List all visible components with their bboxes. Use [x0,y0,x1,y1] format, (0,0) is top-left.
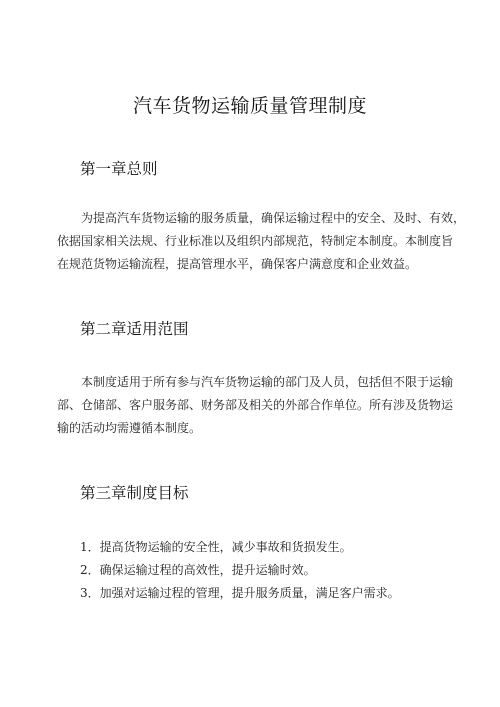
list-item: 1．提高货物运输的安全性，减少事故和货损发生。 [80,540,352,554]
paragraph-line: 部、仓储部、客户服务部、财务部及相关的外部合作单位。所有涉及货物运 [57,398,454,412]
paragraph-line: 依据国家相关法规、行业标准以及组织内部规范，特制定本制度。本制度旨 [57,234,454,248]
list-item: 3．加强对运输过程的管理，提升服务质量，满足客户需求。 [80,586,400,600]
list-item: 2．确保运输过程的高效性，提升运输时效。 [80,563,316,577]
chapter-1-heading: 第一章总则 [80,160,158,178]
paragraph-line: 为提高汽车货物运输的服务质量，确保运输过程中的安全、及时、有效， [57,211,466,225]
chapter-3-goal-list [80,536,400,605]
paragraph-line: 在规范货物运输流程，提高管理水平，确保客户满意度和企业效益。 [57,257,418,271]
chapter-2-heading: 第二章适用范围 [80,320,189,338]
paragraph-line: 输的活动均需遵循本制度。 [57,421,202,435]
paragraph-line: 本制度适用于所有参与汽车货物运输的部门及人员，包括但不限于运输 [57,375,454,389]
chapter-3-heading: 第三章制度目标 [80,484,189,502]
document-title: 汽车货物运输质量管理制度 [132,95,367,117]
chapter-1-paragraph [57,207,466,276]
chapter-2-paragraph [57,371,452,440]
